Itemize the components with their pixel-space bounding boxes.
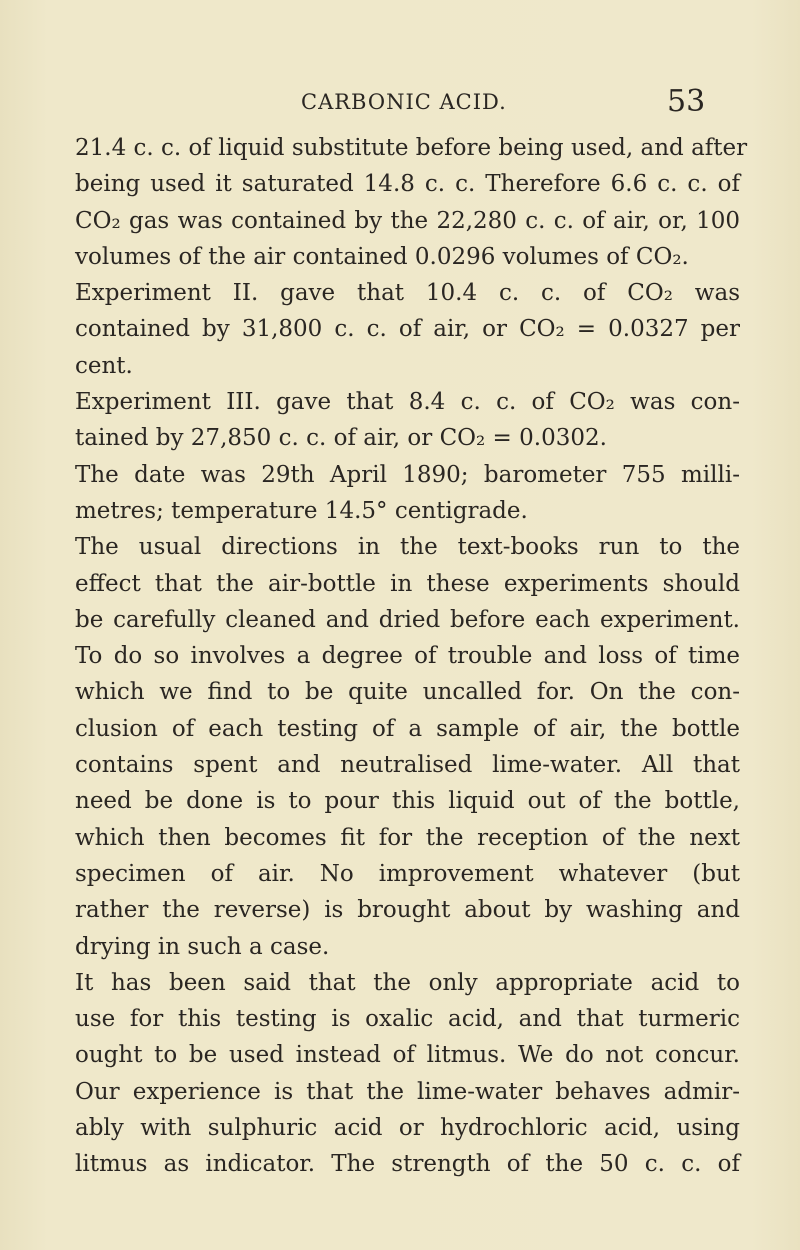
text-line: drying in such a case. bbox=[75, 933, 330, 960]
text-line: CO₂ gas was contained by the 22,280 c. c. of air, or, 100 bbox=[75, 207, 740, 234]
running-head: CARBONIC ACID. bbox=[301, 90, 507, 114]
text-line: tained by 27,850 c. c. of air, or CO₂ = 0.0302. bbox=[75, 425, 607, 452]
text-line: be carefully cleaned and dried before each experiment. bbox=[75, 606, 740, 633]
text-line: rather the reverse) is brought about by washing and bbox=[75, 897, 740, 924]
text-line: To do so involves a degree of trouble and loss of time bbox=[75, 643, 740, 670]
text-line: contained by 31,800 c. c. of air, or CO₂ = 0.0327 per bbox=[75, 316, 740, 343]
text-line: which then becomes fit for the reception of the next bbox=[75, 824, 740, 851]
text-line: clusion of each testing of a sample of air, the bottle bbox=[75, 715, 740, 742]
text-line: cent. bbox=[75, 352, 133, 379]
text-line: The usual directions in the text-books run to the bbox=[75, 534, 740, 561]
text-line: ably with sulphuric acid or hydrochloric acid, using bbox=[75, 1115, 740, 1142]
text-line: 21.4 c. c. of liquid substitute before being used, and after bbox=[75, 135, 748, 161]
text-line: litmus as indicator. The strength of the 50 c. c. of bbox=[75, 1151, 740, 1178]
text-line: specimen of air. No improvement whatever (but bbox=[75, 860, 740, 887]
text-line: Experiment III. gave that 8.4 c. c. of CO₂ was con- bbox=[75, 389, 740, 416]
text-line: need be done is to pour this liquid out of the bottle, bbox=[75, 788, 740, 815]
text-line: It has been said that the only appropriate acid to bbox=[75, 969, 740, 996]
text-line: The date was 29th April 1890; barometer 755 milli- bbox=[75, 461, 740, 488]
body-text bbox=[75, 130, 748, 1183]
text-line: effect that the air-bottle in these experiments should bbox=[75, 570, 740, 597]
page-header bbox=[0, 84, 800, 124]
text-line: metres; temperature 14.5° centigrade. bbox=[75, 497, 528, 524]
page-number: 53 bbox=[667, 84, 706, 119]
text-line: which we find to be quite uncalled for. On the con- bbox=[75, 679, 740, 706]
text-line: volumes of the air contained 0.0296 volumes of CO₂. bbox=[75, 243, 689, 270]
text-line: contains spent and neutralised lime-water. All that bbox=[75, 752, 740, 779]
text-line: Our experience is that the lime-water behaves admir- bbox=[75, 1078, 740, 1105]
text-line: Experiment II. gave that 10.4 c. c. of CO₂ was bbox=[75, 280, 740, 307]
text-line: being used it saturated 14.8 c. c. Therefore 6.6 c. c. of bbox=[75, 171, 740, 198]
text-line: ought to be used instead of litmus. We do not concur. bbox=[75, 1042, 740, 1069]
text-line: use for this testing is oxalic acid, and that turmeric bbox=[75, 1006, 740, 1033]
